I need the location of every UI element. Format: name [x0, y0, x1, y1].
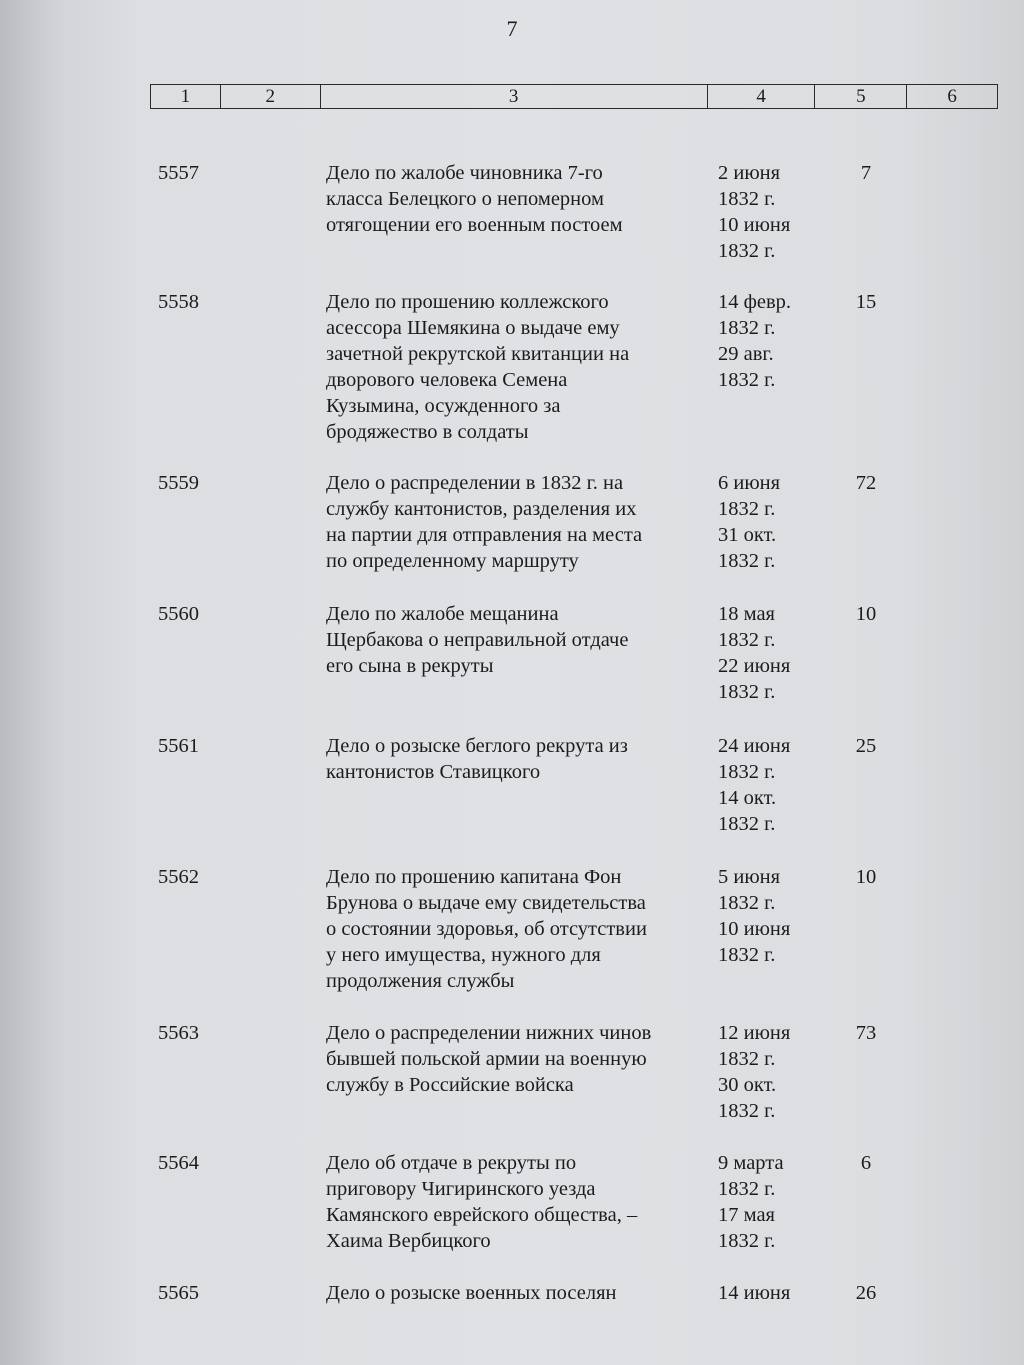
case-date-line: 1832 г. [718, 629, 776, 651]
case-date-line: 18 мая [718, 603, 775, 625]
case-description: Дело по жалобе чиновника 7-го класса Белецкого о непомерном отягощении его военным постоем [326, 162, 623, 236]
case-date-line: 31 окт. [718, 524, 777, 546]
case-date-line: 14 июня [718, 1282, 791, 1304]
case-dates [718, 1020, 828, 1124]
case-date-line: 1832 г. [718, 892, 776, 914]
case-date-line: 9 марта [718, 1152, 784, 1174]
case-date-line: 29 авг. [718, 343, 774, 365]
case-description: Дело об отдаче в рекруты по приговору Чигиринского уезда Камянского еврейского общества, – Хаима Вербицкого [326, 1152, 638, 1252]
sheet-count: 15 [855, 291, 877, 313]
column-header-4: 4 [708, 85, 816, 108]
case-date-line: 12 июня [718, 1022, 791, 1044]
case-date-line: 1832 г. [718, 369, 776, 391]
column-header-3: 3 [321, 85, 708, 108]
case-date-line: 14 окт. [718, 787, 777, 809]
column-header-5: 5 [815, 85, 907, 108]
case-date-line: 17 мая [718, 1204, 775, 1226]
case-dates [718, 160, 828, 264]
page-number: 7 [506, 16, 518, 41]
case-date-line: 5 июня [718, 866, 781, 888]
case-dates [718, 864, 828, 968]
case-date-line: 1832 г. [718, 1230, 776, 1252]
case-dates [718, 470, 828, 574]
case-date-line: 1832 г. [718, 240, 776, 262]
case-number: 5562 [158, 866, 199, 888]
case-number: 5559 [158, 472, 199, 494]
case-dates [718, 1280, 828, 1306]
case-date-line: 1832 г. [718, 681, 776, 703]
case-description: Дело по прошению капитана Фон Брунова о выдаче ему свидетельства о состоянии здоровья, об отсутствии у него имущества, нужного для продолжения службы [326, 866, 647, 992]
case-number: 5557 [158, 162, 199, 184]
case-date-line: 10 июня [718, 214, 791, 236]
case-description: Дело по жалобе мещанина Щербакова о неправильной отдаче его сына в рекруты [326, 603, 629, 677]
case-date-line: 1832 г. [718, 1178, 776, 1200]
case-dates [718, 601, 828, 705]
case-date-line: 1832 г. [718, 317, 776, 339]
case-number: 5563 [158, 1022, 199, 1044]
case-number: 5565 [158, 1282, 199, 1304]
sheet-count: 72 [855, 472, 877, 494]
case-description: Дело о розыске военных поселян [326, 1282, 617, 1304]
sheet-count: 7 [860, 162, 872, 184]
case-date-line: 22 июня [718, 655, 791, 677]
sheet-count: 73 [855, 1022, 877, 1044]
case-description: Дело по прошению коллежского асессора Шемякина о выдаче ему зачетной рекрутской квитанции на дворового человека Семена Кузымина, осужденного за бродяжество в солдаты [326, 291, 630, 443]
case-date-line: 14 февр. [718, 291, 792, 313]
case-date-line: 1832 г. [718, 944, 776, 966]
case-date-line: 24 июня [718, 735, 791, 757]
case-date-line: 1832 г. [718, 498, 776, 520]
case-number: 5558 [158, 291, 199, 313]
column-header-2: 2 [221, 85, 321, 108]
sheet-count: 26 [855, 1282, 877, 1304]
case-description: Дело о распределении нижних чинов бывшей польской армии на военную службу в Российские войска [326, 1022, 652, 1096]
sheet-count: 25 [855, 735, 877, 757]
case-number: 5560 [158, 603, 199, 625]
case-number: 5561 [158, 735, 199, 757]
case-dates [718, 1150, 828, 1254]
case-date-line: 30 окт. [718, 1074, 777, 1096]
case-date-line: 2 июня [718, 162, 781, 184]
case-date-line: 1832 г. [718, 761, 776, 783]
case-description: Дело о розыске беглого рекрута из кантонистов Ставицкого [326, 735, 628, 783]
case-date-line: 1832 г. [718, 188, 776, 210]
case-number: 5564 [158, 1152, 199, 1174]
column-header-6: 6 [947, 86, 957, 107]
sheet-count: 10 [855, 603, 877, 625]
case-date-line: 1832 г. [718, 813, 776, 835]
sheet-count: 6 [860, 1152, 872, 1174]
case-description: Дело о распределении в 1832 г. на службу кантонистов, разделения их на партии для отправления на места по определенному маршруту [326, 472, 643, 572]
case-dates [718, 733, 828, 837]
case-date-line: 1832 г. [718, 1100, 776, 1122]
case-date-line: 1832 г. [718, 1048, 776, 1070]
case-dates [718, 289, 828, 393]
case-date-line: 10 июня [718, 918, 791, 940]
case-date-line: 1832 г. [718, 550, 776, 572]
sheet-count: 10 [855, 866, 877, 888]
case-date-line: 6 июня [718, 472, 781, 494]
column-header-row [150, 84, 998, 109]
column-header-1: 1 [151, 85, 221, 108]
